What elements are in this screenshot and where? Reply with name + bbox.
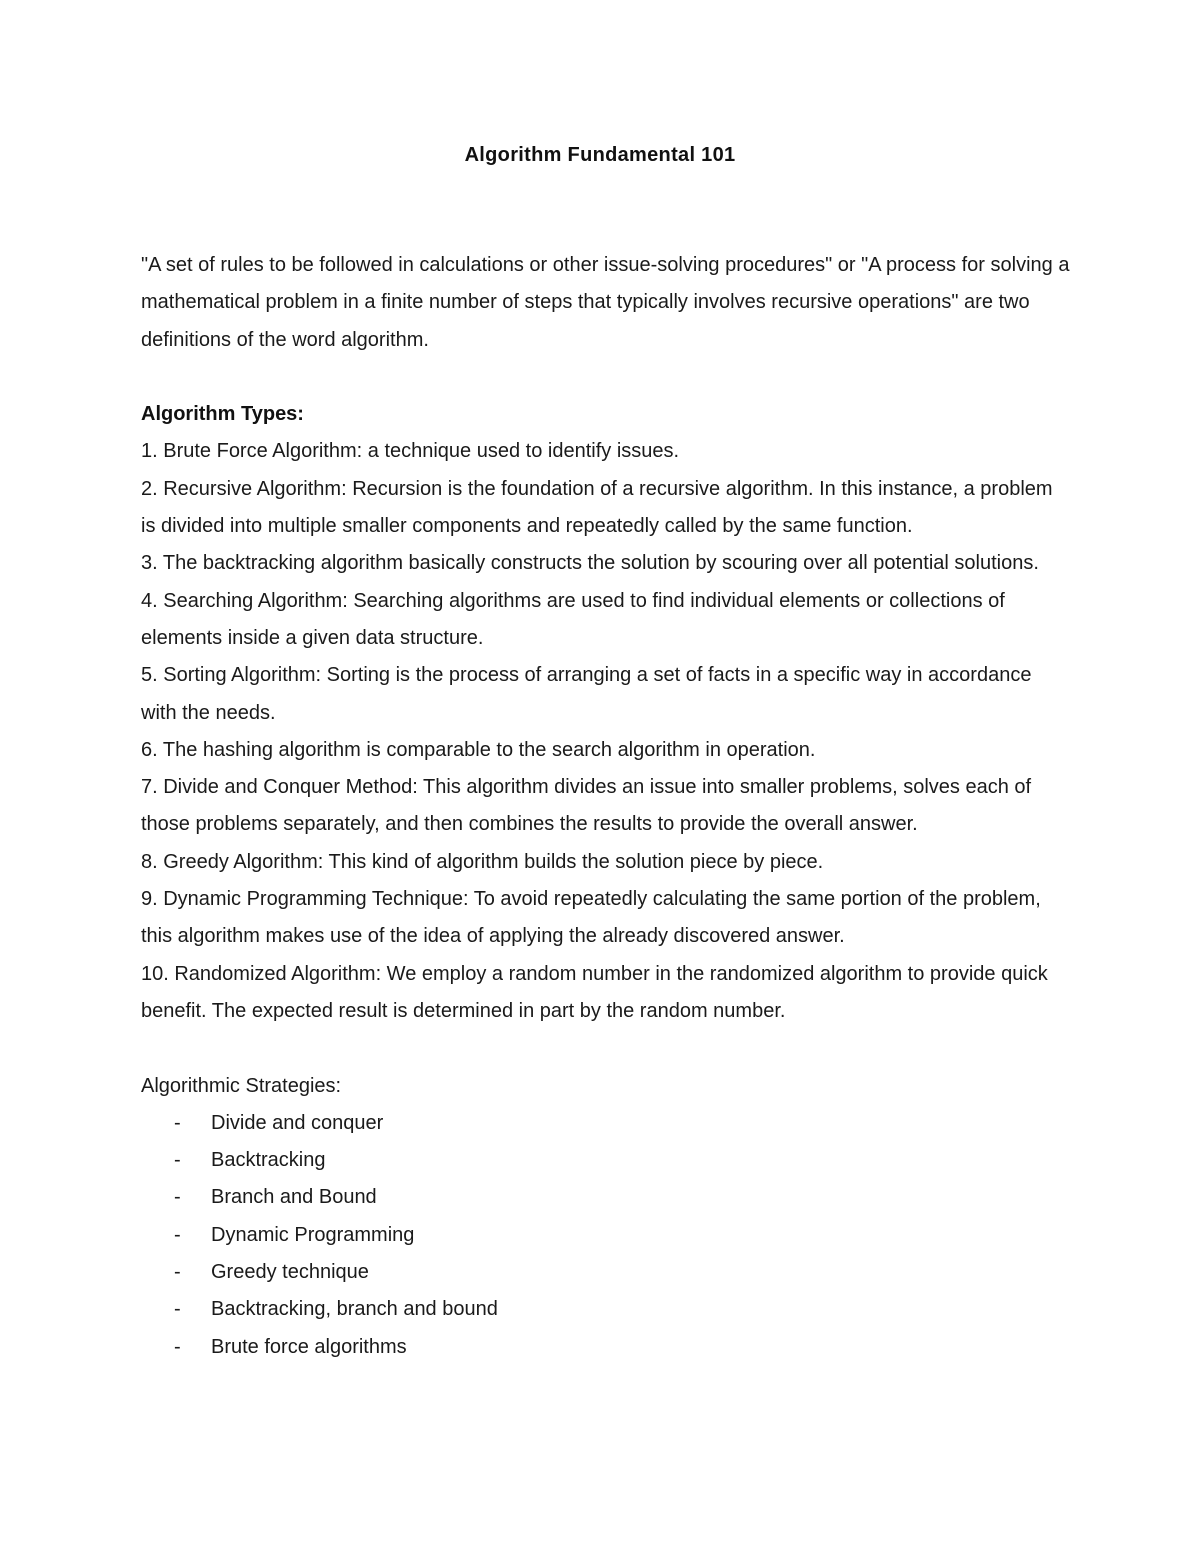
dash-bullet: -: [174, 1298, 181, 1321]
dash-bullet: -: [174, 1149, 181, 1172]
strategy-list-item: [141, 1217, 1071, 1254]
algorithm-type-item: 5. Sorting Algorithm: Sorting is the process of arranging a set of facts in a specific way in accordance with the needs.: [141, 664, 1032, 724]
strategies-list: [141, 1105, 1071, 1366]
strategy-list-item: [141, 1291, 1071, 1328]
dash-bullet: -: [174, 1335, 181, 1358]
strategy-label: Dynamic Programming: [211, 1223, 415, 1246]
strategy-list-item: [141, 1329, 1071, 1366]
algorithm-type-item: 6. The hashing algorithm is comparable to the search algorithm in operation.: [141, 738, 816, 761]
document-title: Algorithm Fundamental 101: [464, 144, 736, 166]
algorithm-type-item: 10. Randomized Algorithm: We employ a random number in the randomized algorithm to provide quick benefit. The expected result is determined in part by the random number.: [141, 962, 1048, 1022]
strategy-label: Brute force algorithms: [211, 1335, 407, 1358]
strategy-list-item: [141, 1105, 1071, 1142]
dash-bullet: -: [174, 1186, 181, 1209]
document-body: [141, 247, 1071, 1366]
strategy-label: Divide and conquer: [211, 1111, 384, 1134]
strategy-list-item: [141, 1142, 1071, 1179]
algorithm-type-item: 9. Dynamic Programming Technique: To avoid repeatedly calculating the same portion of the problem, this algorithm makes use of the idea of applying the already discovered answer.: [141, 888, 1041, 948]
algorithm-type-item: 2. Recursive Algorithm: Recursion is the foundation of a recursive algorithm. In this instance, a problem is divided into multiple smaller components and repeatedly called by the same function.: [141, 477, 1053, 538]
algorithm-type-item: 3. The backtracking algorithm basically constructs the solution by scouring over all potential solutions.: [141, 552, 1039, 575]
algorithmic-strategies-heading: Algorithmic Strategies:: [141, 1074, 342, 1097]
dash-bullet: -: [174, 1223, 181, 1246]
algorithm-types-heading: Algorithm Types:: [141, 403, 304, 426]
strategy-list-item: [141, 1179, 1071, 1216]
strategy-label: Branch and Bound: [211, 1186, 377, 1209]
strategy-label: Backtracking: [211, 1149, 326, 1172]
intro-paragraph: "A set of rules to be followed in calculations or other issue-solving procedures" or "A process for solving a mathematical problem in a finite number of steps that typically involves recursive operations" are two definitions of the word algorithm.: [141, 254, 1070, 351]
algorithm-type-item: 1. Brute Force Algorithm: a technique used to identify issues.: [141, 440, 680, 463]
dash-bullet: -: [174, 1261, 181, 1284]
paragraph-spacer: [141, 1030, 1071, 1067]
algorithm-type-item: 4. Searching Algorithm: Searching algorithms are used to find individual elements or collections of elements inside a given data structure.: [141, 589, 1005, 649]
paragraph-spacer: [141, 359, 1071, 396]
strategy-label: Backtracking, branch and bound: [211, 1298, 498, 1321]
dash-bullet: -: [174, 1111, 181, 1134]
algorithm-type-item: 7. Divide and Conquer Method: This algorithm divides an issue into smaller problems, solves each of those problems separately, and then combines the results to provide the overall answer.: [141, 776, 1032, 836]
strategy-label: Greedy technique: [211, 1261, 369, 1284]
algorithm-type-item: 8. Greedy Algorithm: This kind of algorithm builds the solution piece by piece.: [141, 850, 824, 873]
strategy-list-item: [141, 1254, 1071, 1291]
